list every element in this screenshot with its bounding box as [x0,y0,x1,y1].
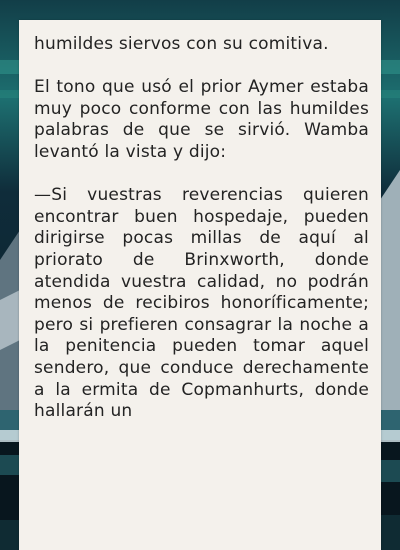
paragraph-1: humildes siervos con su comitiva. [34,34,329,54]
mountain-right [380,170,400,420]
paragraph-2: El tono que usó el prior Aymer estaba muy poco conforme con las humildes palabras de que se sirvió. Wamba levantó la vista y dijo: [34,77,369,162]
paragraph-3: —Si vuestras reverencias quieren encontrar buen hospedaje, pueden dirigirse pocas millas de aquí al priorato de Brinxworth, donde atendida vuestra calidad, no podrán menos de recibiros honoríficamente; pero si prefieren consagrar la noche a la penitencia pueden tomar aquel sendero, que conduce derechamente a la ermita de Copmanhurts, donde hallarán un [34,185,369,422]
reader-page [19,20,381,550]
